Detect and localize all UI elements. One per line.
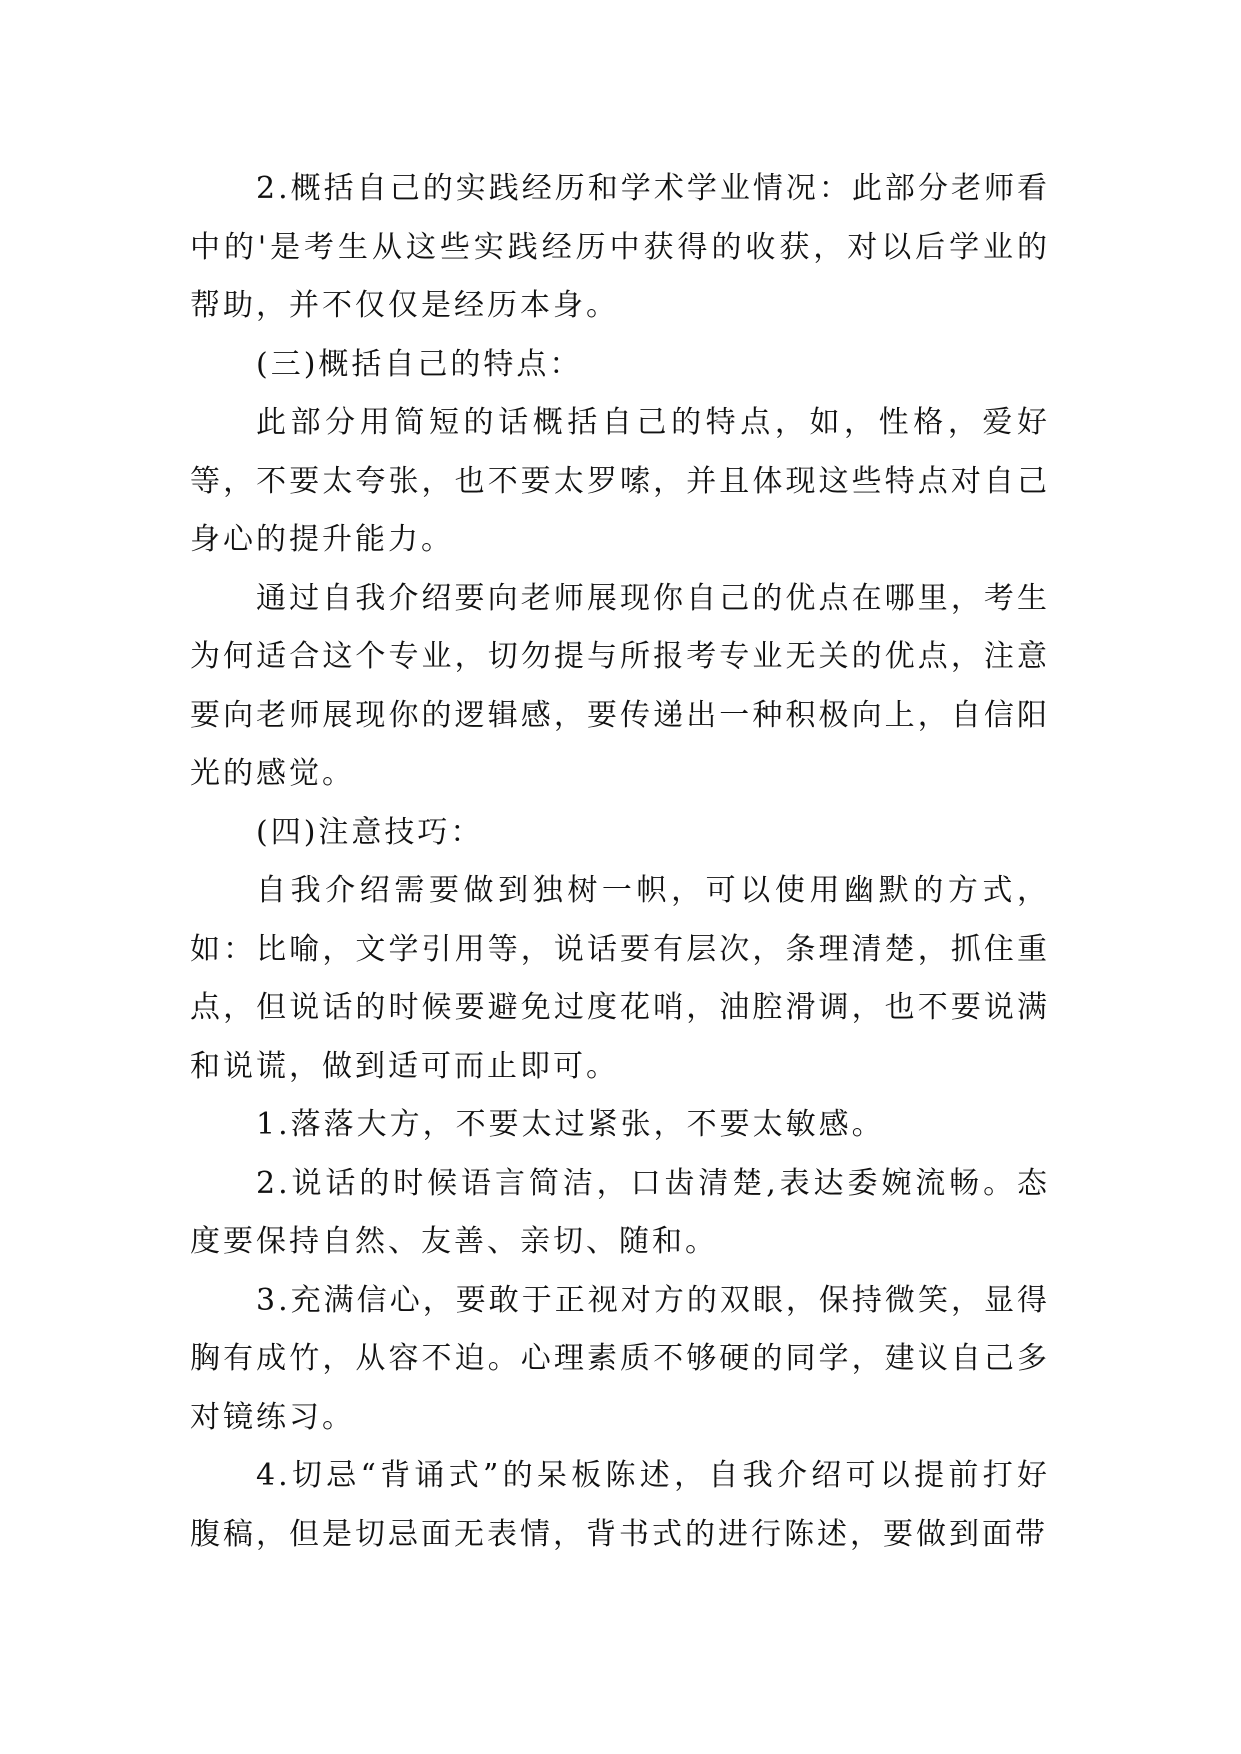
list-item: 1.落落大方，不要太过紧张，不要太敏感。: [256, 1107, 885, 1142]
paragraph: 2.概括自己的实践经历和学术学业情况：此部分老师看中的'是考生从这些实践经历中获得的收获，对以后学业的帮助，并不仅仅是经历本身。: [190, 171, 1050, 323]
section-heading: (三)概括自己的特点：: [256, 346, 583, 382]
section-heading: (四)注意技巧：: [256, 814, 484, 850]
paragraph: 通过自我介绍要向老师展现你自己的优点在哪里，考生为何适合这个专业，切勿提与所报考专业无关的优点，注意要向老师展现你的逻辑感，要传递出一种积极向上，自信阳光的感觉。: [190, 580, 1050, 791]
paragraph: 此部分用简短的话概括自己的特点，如，性格，爱好等，不要太夸张，也不要太罗嗦，并且体现这些特点对自己身心的提升能力。: [190, 405, 1050, 557]
list-item: 3.充满信心，要敢于正视对方的双眼，保持微笑，显得胸有成竹，从容不迫。心理素质不够硬的同学，建议自己多对镜练习。: [190, 1282, 1050, 1435]
paragraph: 自我介绍需要做到独树一帜，可以使用幽默的方式，如：比喻，文学引用等，说话要有层次，条理清楚，抓住重点，但说话的时候要避免过度花哨，油腔滑调，也不要说满和说谎，做到适可而止即可。: [190, 873, 1050, 1084]
document-body: [190, 160, 1050, 1564]
list-item: 2.说话的时候语言简洁，口齿清楚,表达委婉流畅。态度要保持自然、友善、亲切、随和。: [190, 1165, 1050, 1259]
list-item: 4.切忌“背诵式”的呆板陈述，自我介绍可以提前打好腹稿，但是切忌面无表情，背书式的进行陈述，要做到面带: [190, 1458, 1050, 1552]
